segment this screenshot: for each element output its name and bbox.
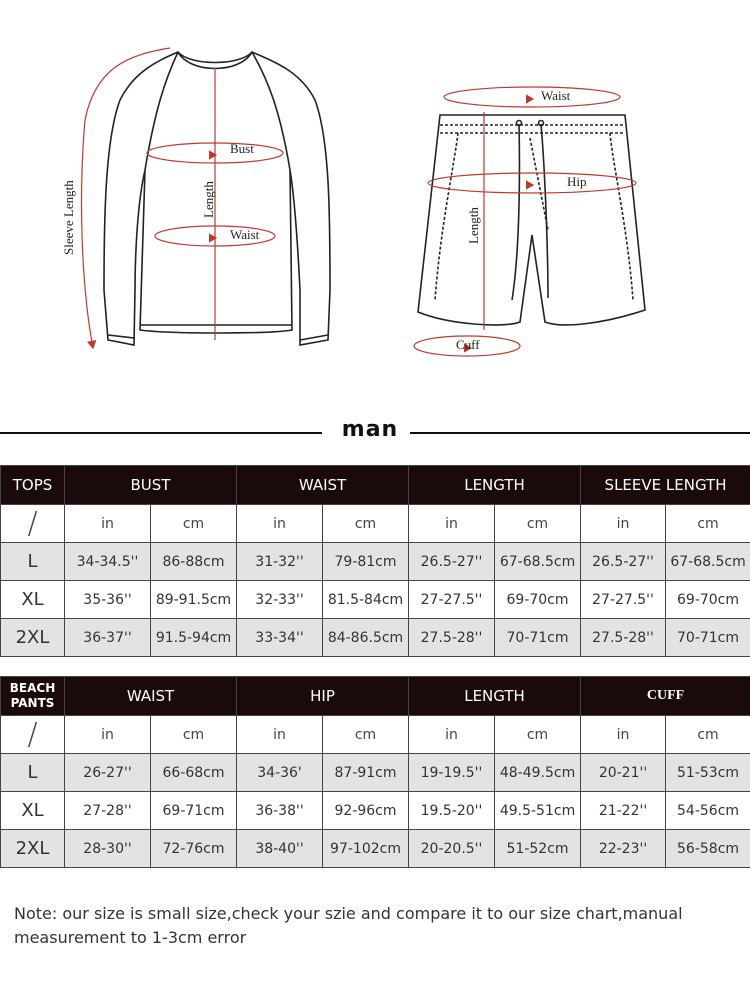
unit-cell: cm [151, 505, 237, 543]
value-cell: 87-91cm [323, 754, 409, 792]
shirt-measure-lines [82, 48, 283, 348]
size-cell: XL [1, 792, 65, 830]
value-cell: 84-86.5cm [323, 619, 409, 657]
value-cell: 34-34.5'' [65, 543, 151, 581]
label-pants-length: Length [466, 207, 481, 244]
value-cell: 89-91.5cm [151, 581, 237, 619]
value-cell: 69-70cm [495, 581, 581, 619]
value-cell: 69-71cm [151, 792, 237, 830]
size-cell: 2XL [1, 830, 65, 868]
size-cell: L [1, 754, 65, 792]
pants-header-length: LENGTH [409, 677, 581, 716]
value-cell: 38-40'' [237, 830, 323, 868]
pants-row-2xl [1, 830, 750, 868]
value-cell: 56-58cm [666, 830, 750, 868]
value-cell: 91.5-94cm [151, 619, 237, 657]
value-cell: 27-27.5'' [409, 581, 495, 619]
value-cell: 67-68.5cm [666, 543, 750, 581]
tops-header-waist: WAIST [237, 466, 409, 505]
unit-cell: cm [495, 505, 581, 543]
value-cell: 97-102cm [323, 830, 409, 868]
tops-header-length: LENGTH [409, 466, 581, 505]
value-cell: 32-33'' [237, 581, 323, 619]
value-cell: 20-20.5'' [409, 830, 495, 868]
size-note: Note: our size is small size,check your szie and compare it to our size chart,manual measurement to 1-3cm error [14, 904, 683, 947]
value-cell: 19-19.5'' [409, 754, 495, 792]
label-pants-waist: Waist [541, 88, 571, 103]
value-cell: 49.5-51cm [495, 792, 581, 830]
value-cell: 86-88cm [151, 543, 237, 581]
pants-row-l [1, 754, 750, 792]
value-cell: 26.5-27'' [409, 543, 495, 581]
size-cell: L [1, 543, 65, 581]
unit-cell: in [581, 716, 666, 754]
unit-cell: in [237, 505, 323, 543]
value-cell: 35-36'' [65, 581, 151, 619]
value-cell: 67-68.5cm [495, 543, 581, 581]
unit-cell: cm [495, 716, 581, 754]
value-cell: 36-38'' [237, 792, 323, 830]
unit-cell: in [65, 716, 151, 754]
unit-cell: in [581, 505, 666, 543]
pants-header-beach-pants: BEACH PANTS [1, 677, 65, 716]
unit-slash: / [1, 716, 65, 754]
unit-cell: cm [323, 505, 409, 543]
tops-header-row [1, 466, 750, 505]
value-cell: 20-21'' [581, 754, 666, 792]
section-title: man [341, 417, 399, 442]
value-cell: 27-28'' [65, 792, 151, 830]
pants-header-row [1, 677, 750, 716]
pants-header-waist: WAIST [65, 677, 237, 716]
value-cell: 28-30'' [65, 830, 151, 868]
value-cell: 51-52cm [495, 830, 581, 868]
measurement-diagram [0, 0, 750, 400]
label-shirt-length: Length [201, 181, 216, 218]
header-line-left [0, 432, 322, 434]
value-cell: 81.5-84cm [323, 581, 409, 619]
shirt-illustration [104, 52, 330, 345]
value-cell: 31-32'' [237, 543, 323, 581]
unit-cell: in [237, 716, 323, 754]
shorts-illustration [418, 115, 645, 325]
value-cell: 70-71cm [495, 619, 581, 657]
label-bust: Bust [230, 141, 254, 156]
value-cell: 72-76cm [151, 830, 237, 868]
value-cell: 26.5-27'' [581, 543, 666, 581]
value-cell: 54-56cm [666, 792, 750, 830]
header-line-right [410, 432, 750, 434]
tops-row-xl [1, 581, 750, 619]
tops-unit-row [1, 505, 750, 543]
value-cell: 26-27'' [65, 754, 151, 792]
value-cell: 27.5-28'' [409, 619, 495, 657]
size-cell: XL [1, 581, 65, 619]
unit-cell: in [409, 716, 495, 754]
value-cell: 48-49.5cm [495, 754, 581, 792]
tops-header-tops: TOPS [1, 466, 65, 505]
value-cell: 70-71cm [666, 619, 750, 657]
tops-header-bust: BUST [65, 466, 237, 505]
label-cuff: Cuff [456, 337, 480, 352]
value-cell: 66-68cm [151, 754, 237, 792]
value-cell: 19.5-20'' [409, 792, 495, 830]
pants-row-xl [1, 792, 750, 830]
unit-cell: cm [666, 716, 750, 754]
pants-unit-row [1, 716, 750, 754]
label-sleeve-length: Sleeve Length [61, 180, 76, 255]
tops-row-l [1, 543, 750, 581]
value-cell: 51-53cm [666, 754, 750, 792]
unit-cell: in [65, 505, 151, 543]
tops-header-sleeve-length: SLEEVE LENGTH [581, 466, 750, 505]
value-cell: 79-81cm [323, 543, 409, 581]
pants-size-table [0, 676, 750, 868]
unit-cell: cm [151, 716, 237, 754]
pants-header-hip: HIP [237, 677, 409, 716]
value-cell: 34-36' [237, 754, 323, 792]
unit-cell: in [409, 505, 495, 543]
value-cell: 27.5-28'' [581, 619, 666, 657]
pants-header-cuff: CUFF [581, 677, 750, 716]
label-hip: Hip [567, 174, 587, 189]
value-cell: 27-27.5'' [581, 581, 666, 619]
value-cell: 33-34'' [237, 619, 323, 657]
unit-cell: cm [323, 716, 409, 754]
tops-row-2xl [1, 619, 750, 657]
tops-size-table [0, 465, 750, 657]
shorts-measure-lines [414, 87, 636, 356]
value-cell: 69-70cm [666, 581, 750, 619]
unit-cell: cm [666, 505, 750, 543]
value-cell: 21-22'' [581, 792, 666, 830]
value-cell: 36-37'' [65, 619, 151, 657]
label-shirt-waist: Waist [230, 227, 260, 242]
unit-slash: / [1, 505, 65, 543]
value-cell: 92-96cm [323, 792, 409, 830]
value-cell: 22-23'' [581, 830, 666, 868]
size-cell: 2XL [1, 619, 65, 657]
